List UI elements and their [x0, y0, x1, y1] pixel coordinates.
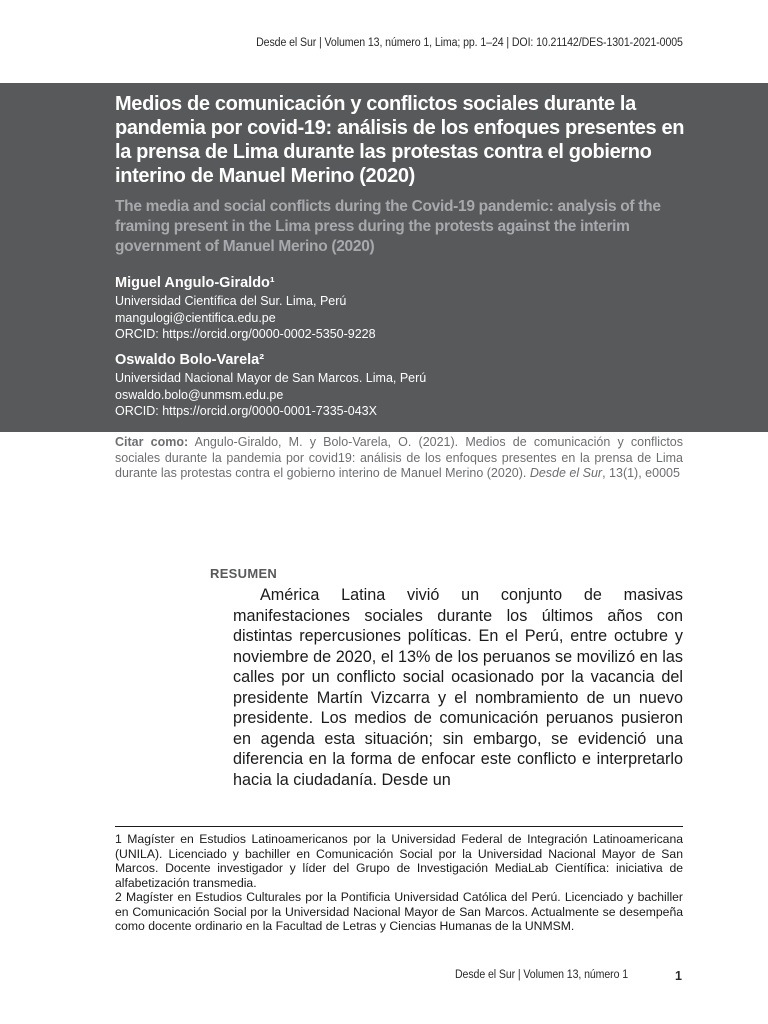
citation: [115, 435, 683, 482]
footnote-1: 1 Magíster en Estudios Latinoamericanos por la Universidad Federal de Integración Latinoamericana (UNILA). Licenciado y bachiller en Comunicación Social por la Universidad Nacional Mayor de San Marcos. Docente investigador y líder del Grupo de Investigación MediaLab Científica: iniciativa de alfabetización transmedia.: [115, 832, 683, 890]
author-affiliation: Universidad Nacional Mayor de San Marcos. Lima, Perú: [115, 371, 427, 385]
citation-text: Angulo-Giraldo, M. y Bolo-Varela, O. (2021). Medios de comunicación y conflictos sociales durante la pandemia por covid19: análisis de los enfoques presentes en la prensa de Lima durante las protestas contra el gobierno interino de Manuel Merino (2020).: [115, 435, 683, 480]
author-name: Miguel Angulo-Giraldo¹: [115, 275, 275, 291]
footnote-divider: [115, 826, 683, 827]
abstract-heading: RESUMEN: [210, 566, 278, 581]
author-block-1: [115, 274, 695, 343]
author-name: Oswaldo Bolo-Varela²: [115, 352, 265, 368]
article-title-spanish: Medios de comunicación y conflictos sociales durante la pandemia por covid-19: análisis de los enfoques presentes en la prensa de Lima durante las protestas contra el gobierno interino de Manuel Merino (2020): [115, 93, 685, 187]
abstract-body: América Latina vivió un conjunto de masivas manifestaciones sociales durante los últimos años con distintas repercusiones políticas. En el Perú, entre octubre y noviembre de 2020, el 13% de los peruanos se movilizó en las calles por un conflicto social ocasionado por la vacancia del presidente Martín Vizcarra y el nombramiento de un nuevo presidente. Los medios de comunicación peruanos pusieron en agenda esta situación; sin embargo, se evidenció una diferencia en la forma de enfocar este conflicto e interpretarlo hacia la ciudadanía. Desde un: [233, 586, 683, 789]
running-header: Desde el Sur | Volumen 13, número 1, Lima; pp. 1–24 | DOI: 10.21142/DES-1301-2021-0005: [256, 37, 683, 49]
page-number: 1: [675, 969, 682, 983]
author-block-2: [115, 351, 695, 420]
author-orcid[interactable]: ORCID: https://orcid.org/0000-0001-7335-043X: [115, 404, 377, 418]
footnotes: [115, 832, 683, 934]
author-email[interactable]: mangulogi@cientifica.edu.pe: [115, 310, 276, 325]
citation-tail: , 13(1), e0005: [602, 466, 680, 480]
author-orcid[interactable]: ORCID: https://orcid.org/0000-0002-5350-9228: [115, 327, 376, 341]
author-affiliation: Universidad Científica del Sur. Lima, Perú: [115, 294, 347, 308]
footnote-2: 2 Magíster en Estudios Culturales por la Pontificia Universidad Católica del Perú. Licenciado y bachiller en Comunicación Social por la Universidad Nacional Mayor de San Marcos. Actualmente se desempeña como docente ordinario en la Facultad de Letras y Ciencias Humanas de la UNMSM.: [115, 890, 683, 933]
article-title-english: The media and social conflicts during the Covid-19 pandemic: analysis of the framing present in the Lima press during the protests against the interim government of Manuel Merino (2020): [115, 198, 661, 255]
author-email[interactable]: oswaldo.bolo@unmsm.edu.pe: [115, 387, 284, 402]
running-footer: Desde el Sur | Volumen 13, número 1: [455, 969, 629, 981]
citation-label: Citar como:: [115, 435, 189, 449]
citation-journal: Desde el Sur: [529, 466, 603, 480]
